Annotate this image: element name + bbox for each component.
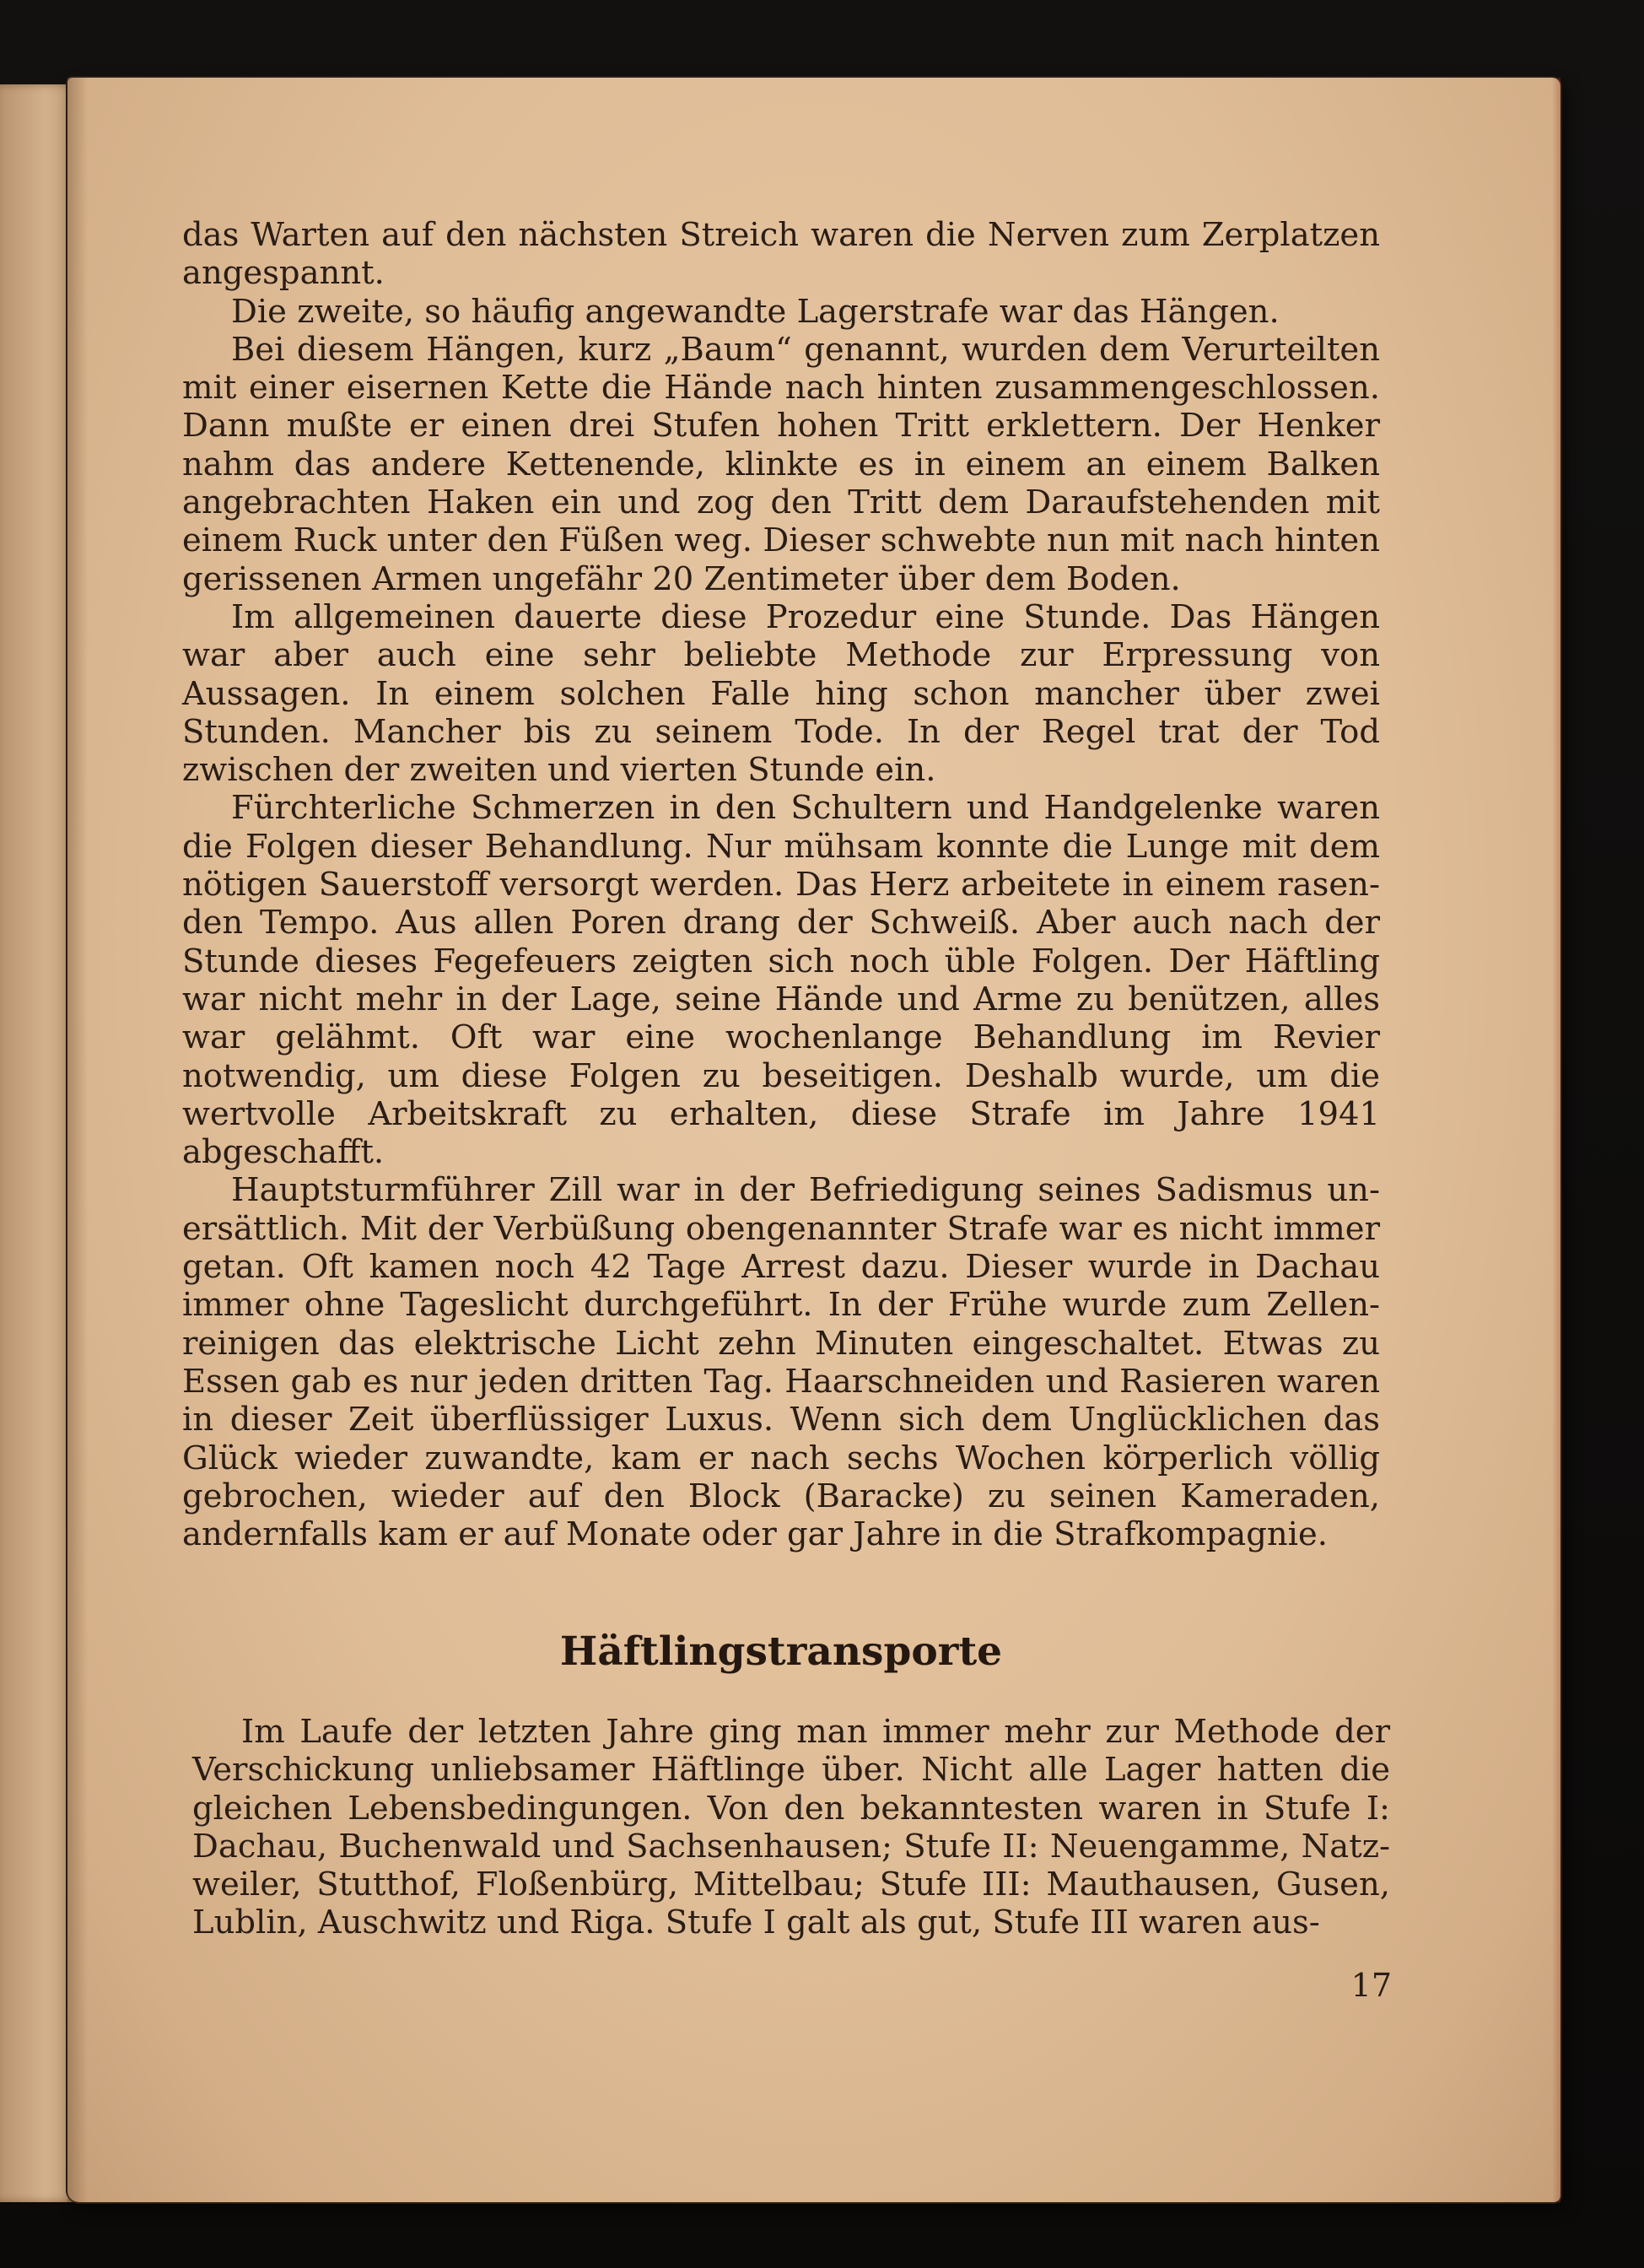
page-number: 17	[1350, 1967, 1392, 2004]
paragraph: Hauptsturmführer Zill war in der Befriedigung seines Sadismus unersättlich. Mit der Verbüßung obengenannter Strafe war es nicht immer getan. Oft kamen noch 42 Tage Arrest dazu. Dieser wurde in Dachau immer ohne Tageslicht durchgeführt. In der Frühe wurde zum Zellenreinigen das elektrische Licht zehn Minuten eingeschaltet. Etwas zu Essen gab es nur jeden dritten Tag. Haarschneiden und Rasieren waren in dieser Zeit überflüssiger Luxus. Wenn sich dem Unglücklichen das Glück wieder zuwandte, kam er nach sechs Wochen körperlich völlig gebrochen, wieder auf den Block (Baracke) zu seinen Kameraden, andernfalls kam er auf Monate oder gar Jahre in die Strafkompagnie.	[182, 1171, 1380, 1554]
paragraph: Im allgemeinen dauerte diese Prozedur eine Stunde. Das Hängen war aber auch eine sehr beliebte Methode zur Erpressung von Aussagen. In einem solchen Falle hing schon mancher über zwei Stunden. Mancher bis zu seinem Tode. In der Regel trat der Tod zwischen der zweiten und vierten Stunde ein.	[182, 597, 1380, 790]
section-body-text	[192, 1713, 1390, 1942]
paragraph: Fürchterliche Schmerzen in den Schultern und Handgelenke waren die Folgen dieser Behandlung. Nur mühsam konnte die Lunge mit dem nötigen Sauerstoff versorgt werden. Das Herz arbeitete in einem rasenden Tempo. Aus allen Poren drang der Schweiß. Aber auch nach der Stunde dieses Fegefeuers zeigten sich noch üble Folgen. Der Häftling war nicht mehr in der Lage, seine Hände und Arme zu benützen, alles war gelähmt. Oft war eine wochenlange Behandlung im Revier notwendig, um diese Folgen zu beseitigen. Deshalb wurde, um die wertvolle Arbeitskraft zu erhalten, diese Strafe im Jahre 1941 abgeschafft.	[182, 789, 1380, 1172]
paragraph: Bei diesem Hängen, kurz „Baum“ genannt, wurden dem Verurteilten mit einer eisernen Kette die Hände nach hinten zusammengeschlossen. Dann mußte er einen drei Stufen hohen Tritt erklettern. Der Henker nahm das andere Kettenende, klinkte es in einem an einem Balken angebrachten Haken ein und zog den Tritt dem Daraufstehenden mit einem Ruck unter den Füßen weg. Dieser schwebte nun mit nach hinten gerissenen Armen ungefähr 20 Zentimeter über dem Boden.	[182, 330, 1380, 598]
paragraph: Die zweite, so häufig angewandte Lagerstrafe war das Hängen.	[231, 292, 1280, 331]
body-text	[182, 216, 1380, 1553]
paragraph: das Warten auf den nächsten Streich waren die Nerven zum Zerplatzen angespannt.	[182, 216, 1380, 293]
paragraph: Im Laufe der letzten Jahre ging man immer mehr zur Methode der Verschickung unliebsamer Häftlinge über. Nicht alle Lager hatten die gleichen Lebensbedingungen. Von den bekanntesten waren in Stufe I: Dachau, Buchenwald und Sachsenhausen; Stufe II: Neuengamme, Natzweiler, Stutthof, Floßenbürg, Mittelbau; Stufe III: Mauthausen, Gusen, Lublin, Auschwitz und Riga. Stufe I galt als gut, Stufe III waren aus-	[192, 1713, 1390, 1942]
section-heading: Häftlingstransporte	[559, 1628, 1003, 1675]
